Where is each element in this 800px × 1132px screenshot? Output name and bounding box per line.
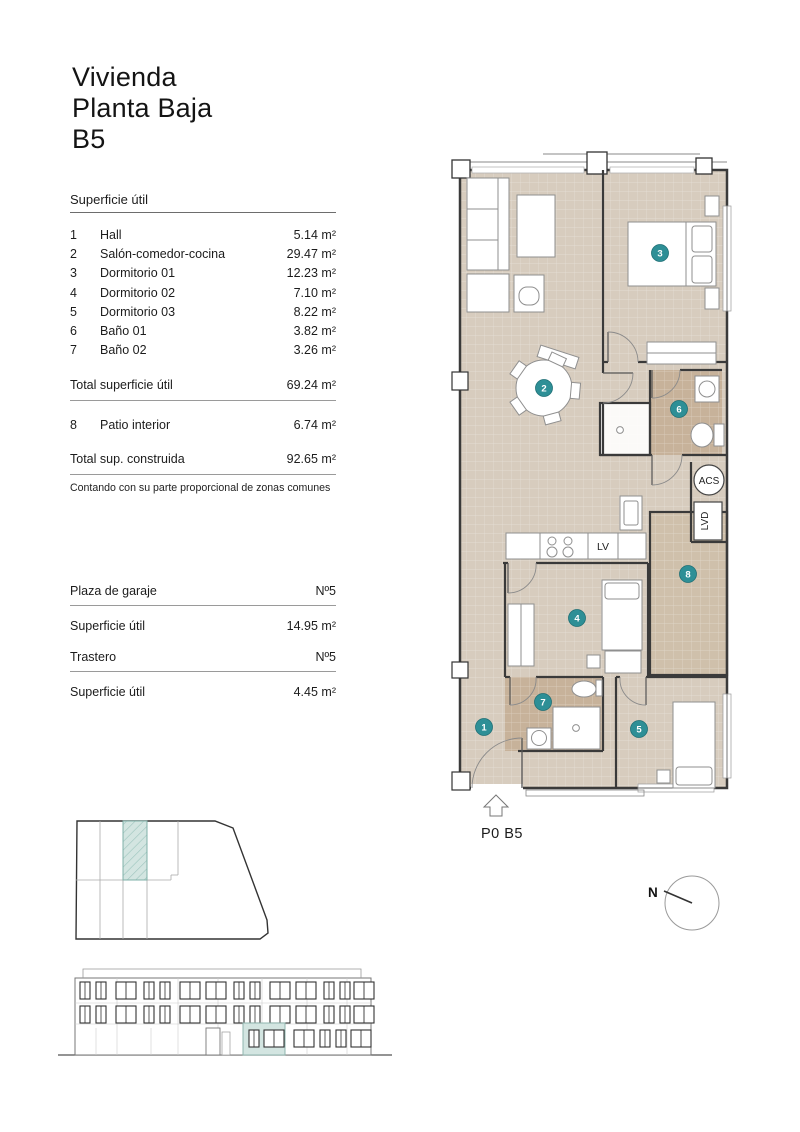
north-compass-icon	[628, 856, 743, 948]
row-label: Baño 01	[100, 324, 147, 339]
row-number: 8	[70, 418, 77, 433]
row-value: 29.47 m²	[286, 247, 336, 262]
row-number: 7	[70, 343, 77, 358]
row-number: 6	[70, 324, 77, 339]
table-row	[70, 341, 336, 360]
table-row	[70, 322, 336, 341]
table-row	[70, 245, 336, 264]
garage-area-value: 14.95 m²	[286, 619, 336, 633]
table-row	[70, 303, 336, 322]
row-number: 5	[70, 304, 77, 319]
row-label: Dormitorio 01	[100, 266, 176, 281]
row-label: Hall	[100, 228, 122, 242]
room-marker	[680, 566, 697, 583]
storage-header-row	[70, 649, 336, 672]
svg-text:7: 7	[540, 697, 546, 709]
row-value: 3.82 m²	[293, 324, 336, 339]
building-elevation	[56, 956, 396, 1081]
row-number: 1	[70, 228, 77, 242]
svg-text:3: 3	[657, 248, 663, 260]
plan-caption: P0 B5	[481, 826, 523, 842]
total-built-area-row	[70, 450, 336, 475]
row-value: 5.14 m²	[293, 228, 336, 242]
svg-text:1: 1	[481, 722, 487, 734]
entrance-opening	[471, 784, 523, 792]
garage-label: Plaza de garaje	[70, 584, 157, 598]
row-value: 12.23 m²	[286, 266, 336, 281]
lvd-label: LVD	[700, 511, 711, 531]
svg-text:8: 8	[685, 569, 691, 581]
garage-header-row	[70, 583, 336, 606]
floor-plan-drawing	[448, 146, 742, 846]
row-value: 7.10 m²	[293, 285, 336, 300]
garage-number: Nº5	[315, 584, 336, 598]
title-line: B5	[72, 124, 106, 154]
common-zones-footnote: Contando con su parte proporcional de zonas comunes	[70, 482, 331, 495]
row-label: Dormitorio 03	[100, 304, 176, 319]
north-label: N	[648, 885, 658, 900]
row-value: 6.74 m²	[293, 418, 336, 433]
room-marker	[631, 721, 648, 738]
title-line: Vivienda	[72, 62, 177, 92]
room-marker	[476, 719, 493, 736]
row-number: 4	[70, 285, 77, 300]
room-marker	[536, 380, 553, 397]
entrance-porch	[526, 790, 644, 796]
storage-area-row	[70, 685, 336, 699]
table-row	[70, 284, 336, 303]
garage-area-row	[70, 619, 336, 633]
parapet-line	[83, 969, 361, 978]
garage-block	[70, 583, 336, 633]
svg-text:6: 6	[676, 404, 682, 416]
acs-label: ACS	[698, 476, 720, 487]
svg-text:5: 5	[636, 724, 642, 736]
storage-label: Trastero	[70, 650, 117, 664]
total-value: 69.24 m²	[286, 378, 336, 393]
row-label: Baño 02	[100, 343, 147, 358]
room-marker	[569, 610, 586, 627]
lv-label: LV	[596, 541, 610, 553]
row-label: Dormitorio 02	[100, 285, 176, 300]
total-value: 92.65 m²	[286, 452, 336, 467]
patio-row	[70, 416, 336, 434]
area-table-rows	[70, 226, 336, 360]
unit-highlight	[123, 821, 147, 880]
site-key-plan	[42, 812, 292, 952]
entrance-arrow-icon	[484, 795, 508, 816]
row-label: Patio interior	[100, 418, 171, 433]
svg-text:2: 2	[541, 383, 547, 395]
room-marker	[652, 245, 669, 262]
svg-text:4: 4	[574, 613, 580, 625]
total-label: Total sup. construida	[70, 452, 185, 467]
table-row	[70, 264, 336, 283]
storage-area-value: 4.45 m²	[293, 685, 336, 699]
total-useful-area-row	[70, 376, 336, 401]
garage-area-label: Superficie útil	[70, 619, 146, 633]
storage-number: Nº5	[315, 650, 336, 664]
area-table	[70, 192, 336, 494]
total-label: Total superficie útil	[70, 378, 173, 393]
row-value: 3.26 m²	[293, 343, 336, 358]
row-number: 2	[70, 247, 77, 262]
row-label: Salón-comedor-cocina	[100, 247, 226, 262]
storage-area-label: Superficie útil	[70, 685, 146, 699]
storage-block	[70, 649, 336, 699]
room-marker	[535, 694, 552, 711]
row-value: 8.22 m²	[293, 304, 336, 319]
page-title	[72, 62, 212, 155]
row-number: 3	[70, 266, 77, 281]
title-line: Planta Baja	[72, 93, 213, 123]
room-marker	[671, 401, 688, 418]
table-row	[70, 226, 336, 245]
area-table-header: Superficie útil	[70, 192, 336, 213]
